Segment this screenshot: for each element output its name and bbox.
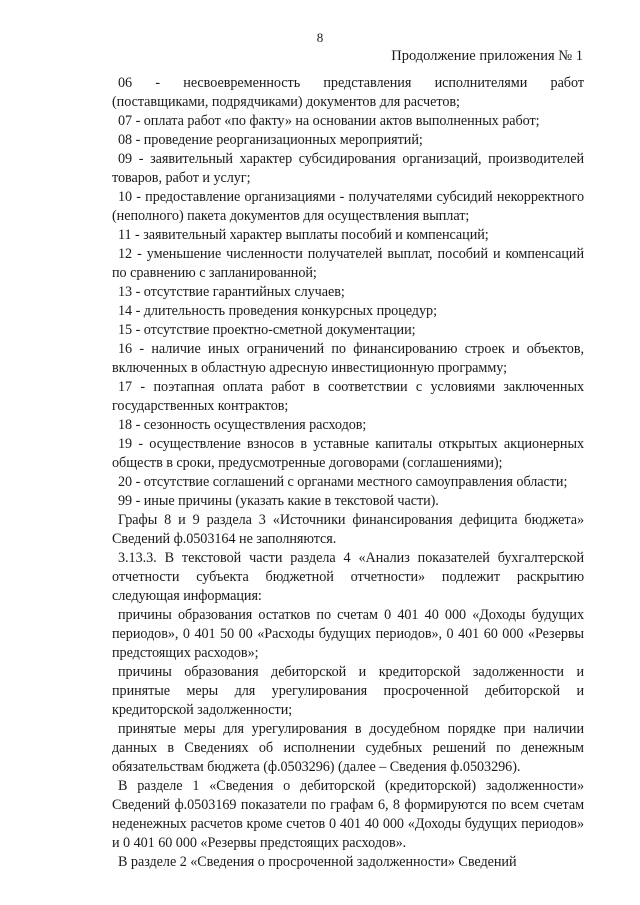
reason-08: 08 - проведение реорганизационных мероприятий;	[118, 132, 423, 148]
reason-16: 16 - наличие иных ограничений по финансированию строек и объектов, включенных в областную адресную инвестиционную программу;	[112, 341, 584, 376]
reason-99: 99 - иные причины (указать какие в текстовой части).	[118, 493, 439, 509]
reason-18: 18 - сезонность осуществления расходов;	[118, 417, 367, 433]
document-body	[112, 74, 584, 872]
reason-13: 13 - отсутствие гарантийных случаев;	[118, 284, 345, 300]
page-number: 8	[316, 30, 324, 45]
continuation-header: Продолжение приложения № 1	[391, 48, 583, 64]
paragraph-columns-note: Графы 8 и 9 раздела 3 «Источники финансирования дефицита бюджета» Сведений ф.0503164 не заполняются.	[112, 512, 584, 547]
paragraph-pretrial-measures: принятые меры для урегулирования в досудебном порядке при наличии данных в Сведениях об исполнении судебных решений по денежным обязательствам бюджета (ф.0503296) (далее – Сведения ф.0503296).	[112, 721, 584, 775]
reason-06: 06 - несвоевременность представления исполнителями работ (поставщиками, подрядчиками) документов для расчетов;	[112, 75, 584, 110]
paragraph-debt-reasons: причины образования дебиторской и кредиторской задолженности и принятые меры для урегулирования просроченной дебиторской и кредиторской задолженности;	[112, 664, 584, 718]
reason-12: 12 - уменьшение численности получателей выплат, пособий и компенсаций по сравнению с запланированной;	[112, 246, 584, 281]
paragraph-balances-reasons: причины образования остатков по счетам 0 401 40 000 «Доходы будущих периодов», 0 401 50 00 «Расходы будущих периодов», 0 401 60 000 «Резервы предстоящих расходов»;	[112, 607, 584, 661]
reason-15: 15 - отсутствие проектно-сметной документации;	[118, 322, 416, 338]
reason-14: 14 - длительность проведения конкурсных процедур;	[118, 303, 437, 319]
reason-07: 07 - оплата работ «по факту» на основании актов выполненных работ;	[118, 113, 540, 129]
reason-17: 17 - поэтапная оплата работ в соответствии с условиями заключенных государственных контрактов;	[112, 379, 584, 414]
paragraph-section-1: В разделе 1 «Сведения о дебиторской (кредиторской) задолженности» Сведений ф.0503169 показатели по графам 6, 8 формируются по всем счетам неденежных расчетов кроме счетов 0 401 40 000 «Доходы будущих периодов» и 0 401 60 000 «Резервы предстоящих расходов».	[112, 778, 584, 851]
reason-10: 10 - предоставление организациями - получателями субсидий некорректного (неполного) пакета документов для осуществления выплат;	[112, 189, 584, 224]
paragraph-3-13-3: 3.13.3. В текстовой части раздела 4 «Анализ показателей бухгалтерской отчетности субъекта бюджетной отчетности» подлежит раскрытию следующая информация:	[112, 550, 584, 604]
reason-09: 09 - заявительный характер субсидирования организаций, производителей товаров, работ и услуг;	[112, 151, 584, 186]
reason-11: 11 - заявительный характер выплаты пособий и компенсаций;	[118, 227, 489, 243]
reason-20: 20 - отсутствие соглашений с органами местного самоуправления области;	[118, 474, 568, 490]
paragraph-section-2: В разделе 2 «Сведения о просроченной задолженности» Сведений	[118, 854, 517, 870]
reason-19: 19 - осуществление взносов в уставные капиталы открытых акционерных обществ в сроки, предусмотренные договорами (соглашениями);	[112, 436, 584, 471]
